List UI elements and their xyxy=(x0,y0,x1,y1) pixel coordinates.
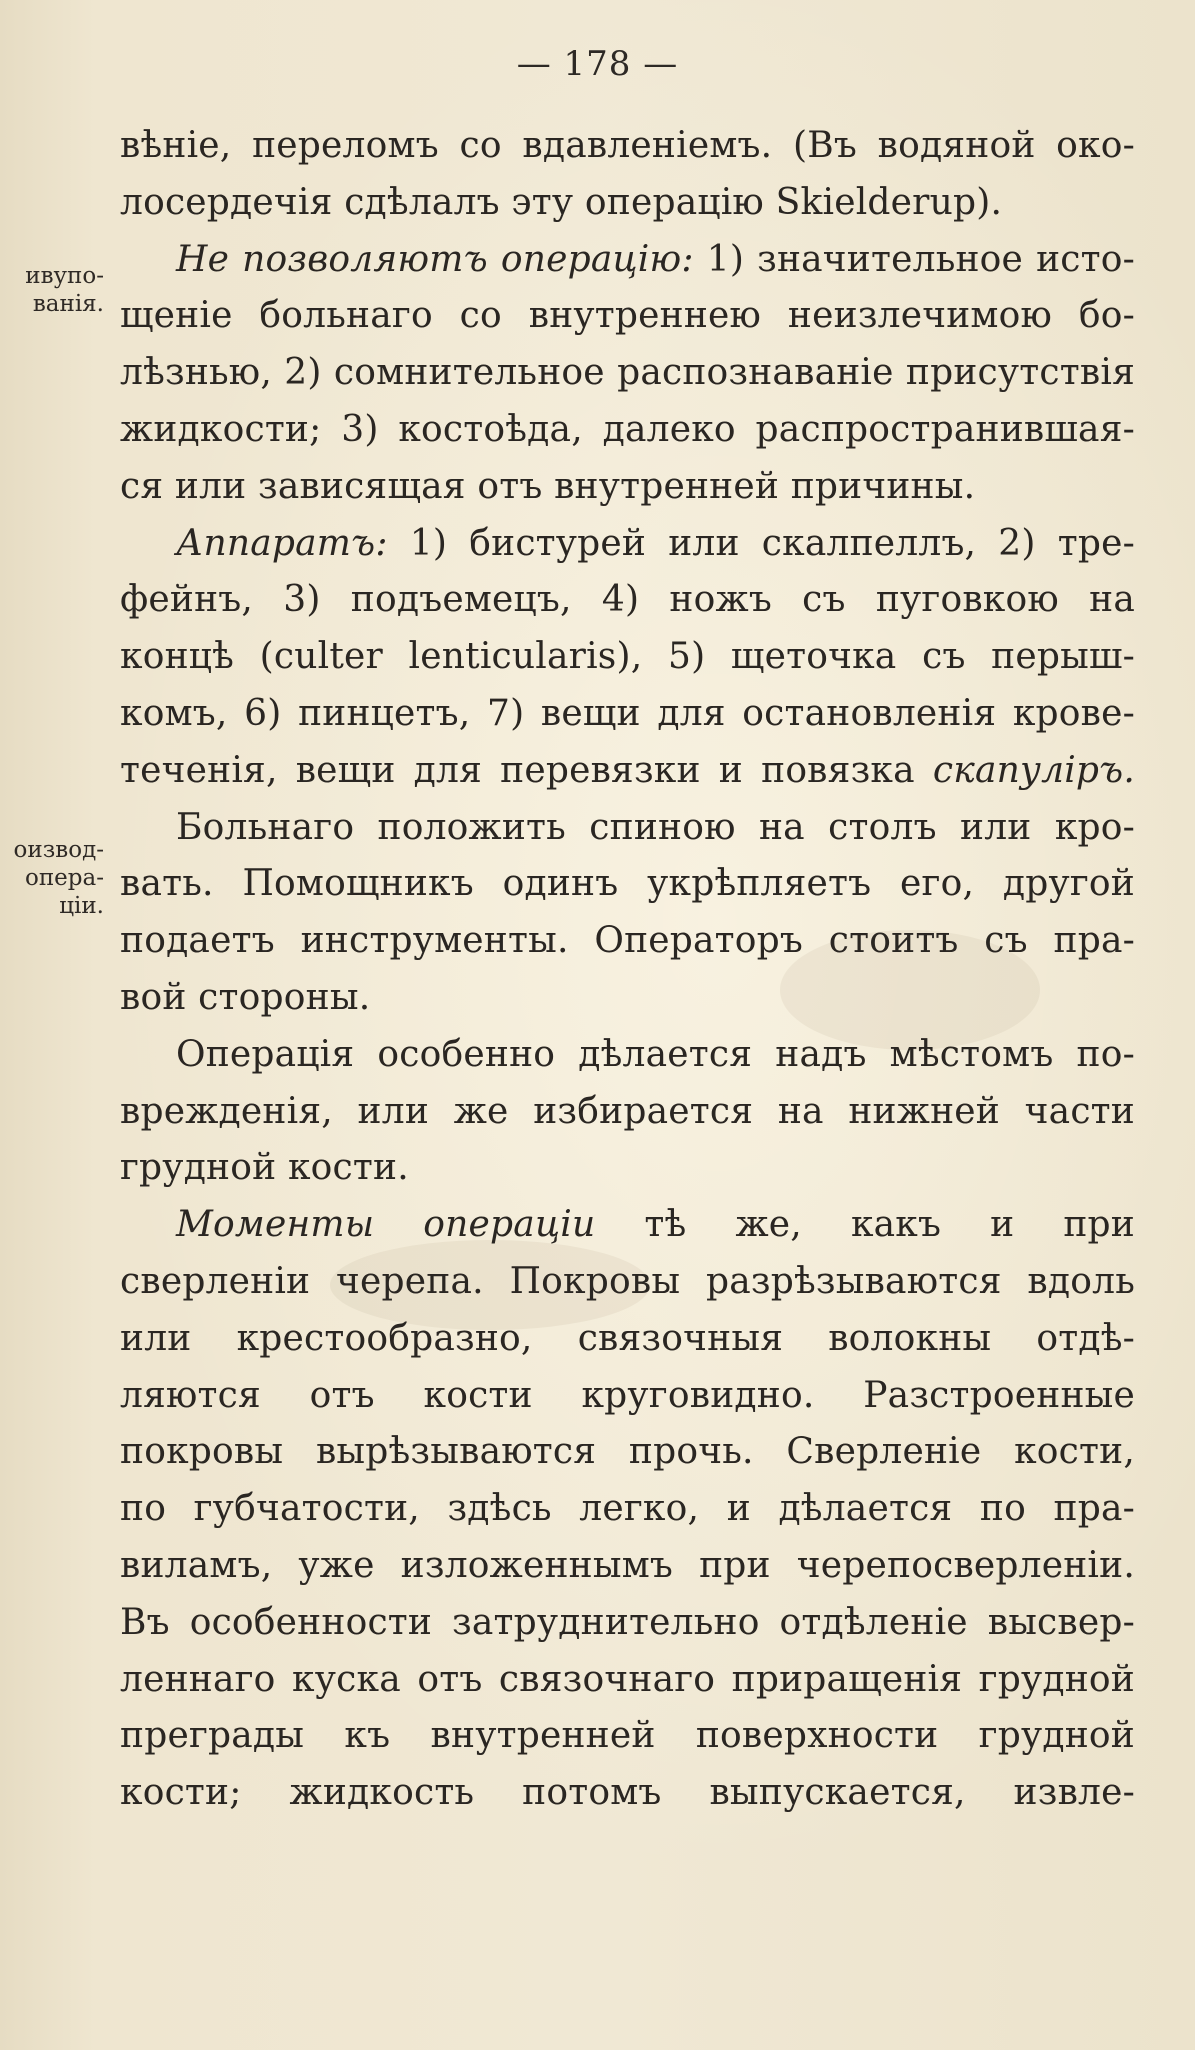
body-text xyxy=(120,118,1135,1822)
line-text: Больнаго положить спиною на столъ или кро- xyxy=(176,806,1135,848)
line-text: по губчатости, здѣсь легко, и дѣлается по пра- xyxy=(120,1488,1135,1530)
text-line xyxy=(120,1481,1135,1538)
line-text: подаетъ инструменты. Операторъ стоитъ съ пра- xyxy=(120,920,1135,962)
text-line xyxy=(120,970,1135,1027)
line-text: 1) значительное исто- xyxy=(693,238,1135,280)
text-line xyxy=(120,1538,1135,1595)
margin-note-procedure xyxy=(0,836,104,920)
margin-note-line: ванія. xyxy=(32,291,104,317)
text-line xyxy=(120,856,1135,913)
line-text: леннаго куска отъ связочнаго приращенія грудной xyxy=(120,1658,1135,1700)
text-line xyxy=(120,288,1135,345)
text-line xyxy=(120,800,1135,857)
text-line xyxy=(120,345,1135,402)
italic-lead: Не позволяютъ операцію: xyxy=(176,238,694,280)
text-line xyxy=(120,516,1135,573)
line-text: вой стороны. xyxy=(120,976,371,1018)
italic-lead: Моменты операціи xyxy=(176,1204,596,1246)
line-text: теченія, вещи для перевязки и повязка xyxy=(120,749,933,791)
text-line xyxy=(120,1197,1135,1254)
line-text: жидкости; 3) костоѣда, далеко распространившая- xyxy=(120,408,1135,450)
margin-note-skull xyxy=(0,262,104,318)
text-line xyxy=(120,1652,1135,1709)
text-line xyxy=(120,1254,1135,1311)
text-line xyxy=(120,459,1135,516)
line-text: вать. Помощникъ одинъ укрѣпляетъ его, другой xyxy=(120,863,1135,905)
line-text: фейнъ, 3) подъемецъ, 4) ножъ съ пуговкою на xyxy=(120,579,1135,621)
italic-tail: скапуліръ. xyxy=(932,749,1135,791)
line-text: грудной кости. xyxy=(120,1147,409,1189)
text-line xyxy=(120,402,1135,459)
text-line xyxy=(120,629,1135,686)
line-text: врежденія, или же избирается на нижней части xyxy=(120,1090,1135,1132)
text-line xyxy=(120,686,1135,743)
line-text: ляются отъ кости круговидно. Разстроенные xyxy=(120,1374,1135,1416)
text-line xyxy=(120,1140,1135,1197)
text-line xyxy=(120,1311,1135,1368)
line-text: Операція особенно дѣлается надъ мѣстомъ по- xyxy=(176,1033,1135,1075)
margin-note-line: ціи. xyxy=(59,893,104,919)
text-line xyxy=(120,175,1135,232)
line-text: лосердечія сдѣлалъ эту операцію Skielderup). xyxy=(120,181,1003,223)
line-text: покровы вырѣзываются прочь. Сверленіе кости, xyxy=(120,1431,1135,1473)
line-text: вѣніе, переломъ со вдавленіемъ. (Въ водяной око- xyxy=(120,125,1135,166)
text-line xyxy=(120,1368,1135,1425)
line-text: или крестообразно, связочныя волокны отдѣ- xyxy=(120,1317,1135,1359)
line-text: концѣ (culter lenticularis), 5) щеточка съ перыш- xyxy=(120,636,1135,678)
text-line xyxy=(120,1084,1135,1141)
italic-lead: Аппаратъ: xyxy=(176,522,388,564)
margin-note-line: опера- xyxy=(25,865,104,891)
line-text: преграды къ внутренней поверхности грудной xyxy=(120,1715,1135,1757)
paragraph xyxy=(120,1197,1135,1822)
text-line xyxy=(120,743,1135,800)
text-line xyxy=(120,1027,1135,1084)
line-text: 1) бистурей или скалпеллъ, 2) тре- xyxy=(387,522,1135,564)
line-text: кости; жидкость потомъ выпускается, извле- xyxy=(120,1772,1135,1814)
text-line xyxy=(120,118,1135,175)
line-text: лѣзнью, 2) сомнительное распознаваніе присутствія xyxy=(120,352,1135,394)
margin-note-line: ивупо- xyxy=(25,263,104,289)
text-line xyxy=(120,1595,1135,1652)
margin-notes xyxy=(0,0,110,2050)
text-line xyxy=(120,232,1135,289)
text-line xyxy=(120,913,1135,970)
paragraph xyxy=(120,516,1135,800)
paragraph xyxy=(120,1027,1135,1197)
line-text: Въ особенности затруднительно отдѣленіе высвер- xyxy=(120,1601,1135,1643)
line-text: щеніе больнаго со внутреннею неизлечимою бо- xyxy=(120,295,1135,337)
text-line xyxy=(120,1708,1135,1765)
paragraph xyxy=(120,118,1135,232)
line-text: сверленіи черепа. Покровы разрѣзываются вдоль xyxy=(120,1260,1135,1302)
line-text: комъ, 6) пинцетъ, 7) вещи для остановленія крове- xyxy=(120,692,1135,734)
paragraph xyxy=(120,232,1135,516)
text-line xyxy=(120,1424,1135,1481)
margin-note-line: оизвод- xyxy=(13,837,104,863)
line-text: виламъ, уже изложеннымъ при черепосверленіи. xyxy=(120,1544,1135,1586)
text-line xyxy=(120,1765,1135,1822)
text-line xyxy=(120,572,1135,629)
paragraph xyxy=(120,800,1135,1027)
line-text: тѣ же, какъ и при xyxy=(595,1204,1135,1246)
page-number: — 178 — xyxy=(516,44,679,84)
line-text: ся или зависящая отъ внутренней причины. xyxy=(120,465,976,507)
